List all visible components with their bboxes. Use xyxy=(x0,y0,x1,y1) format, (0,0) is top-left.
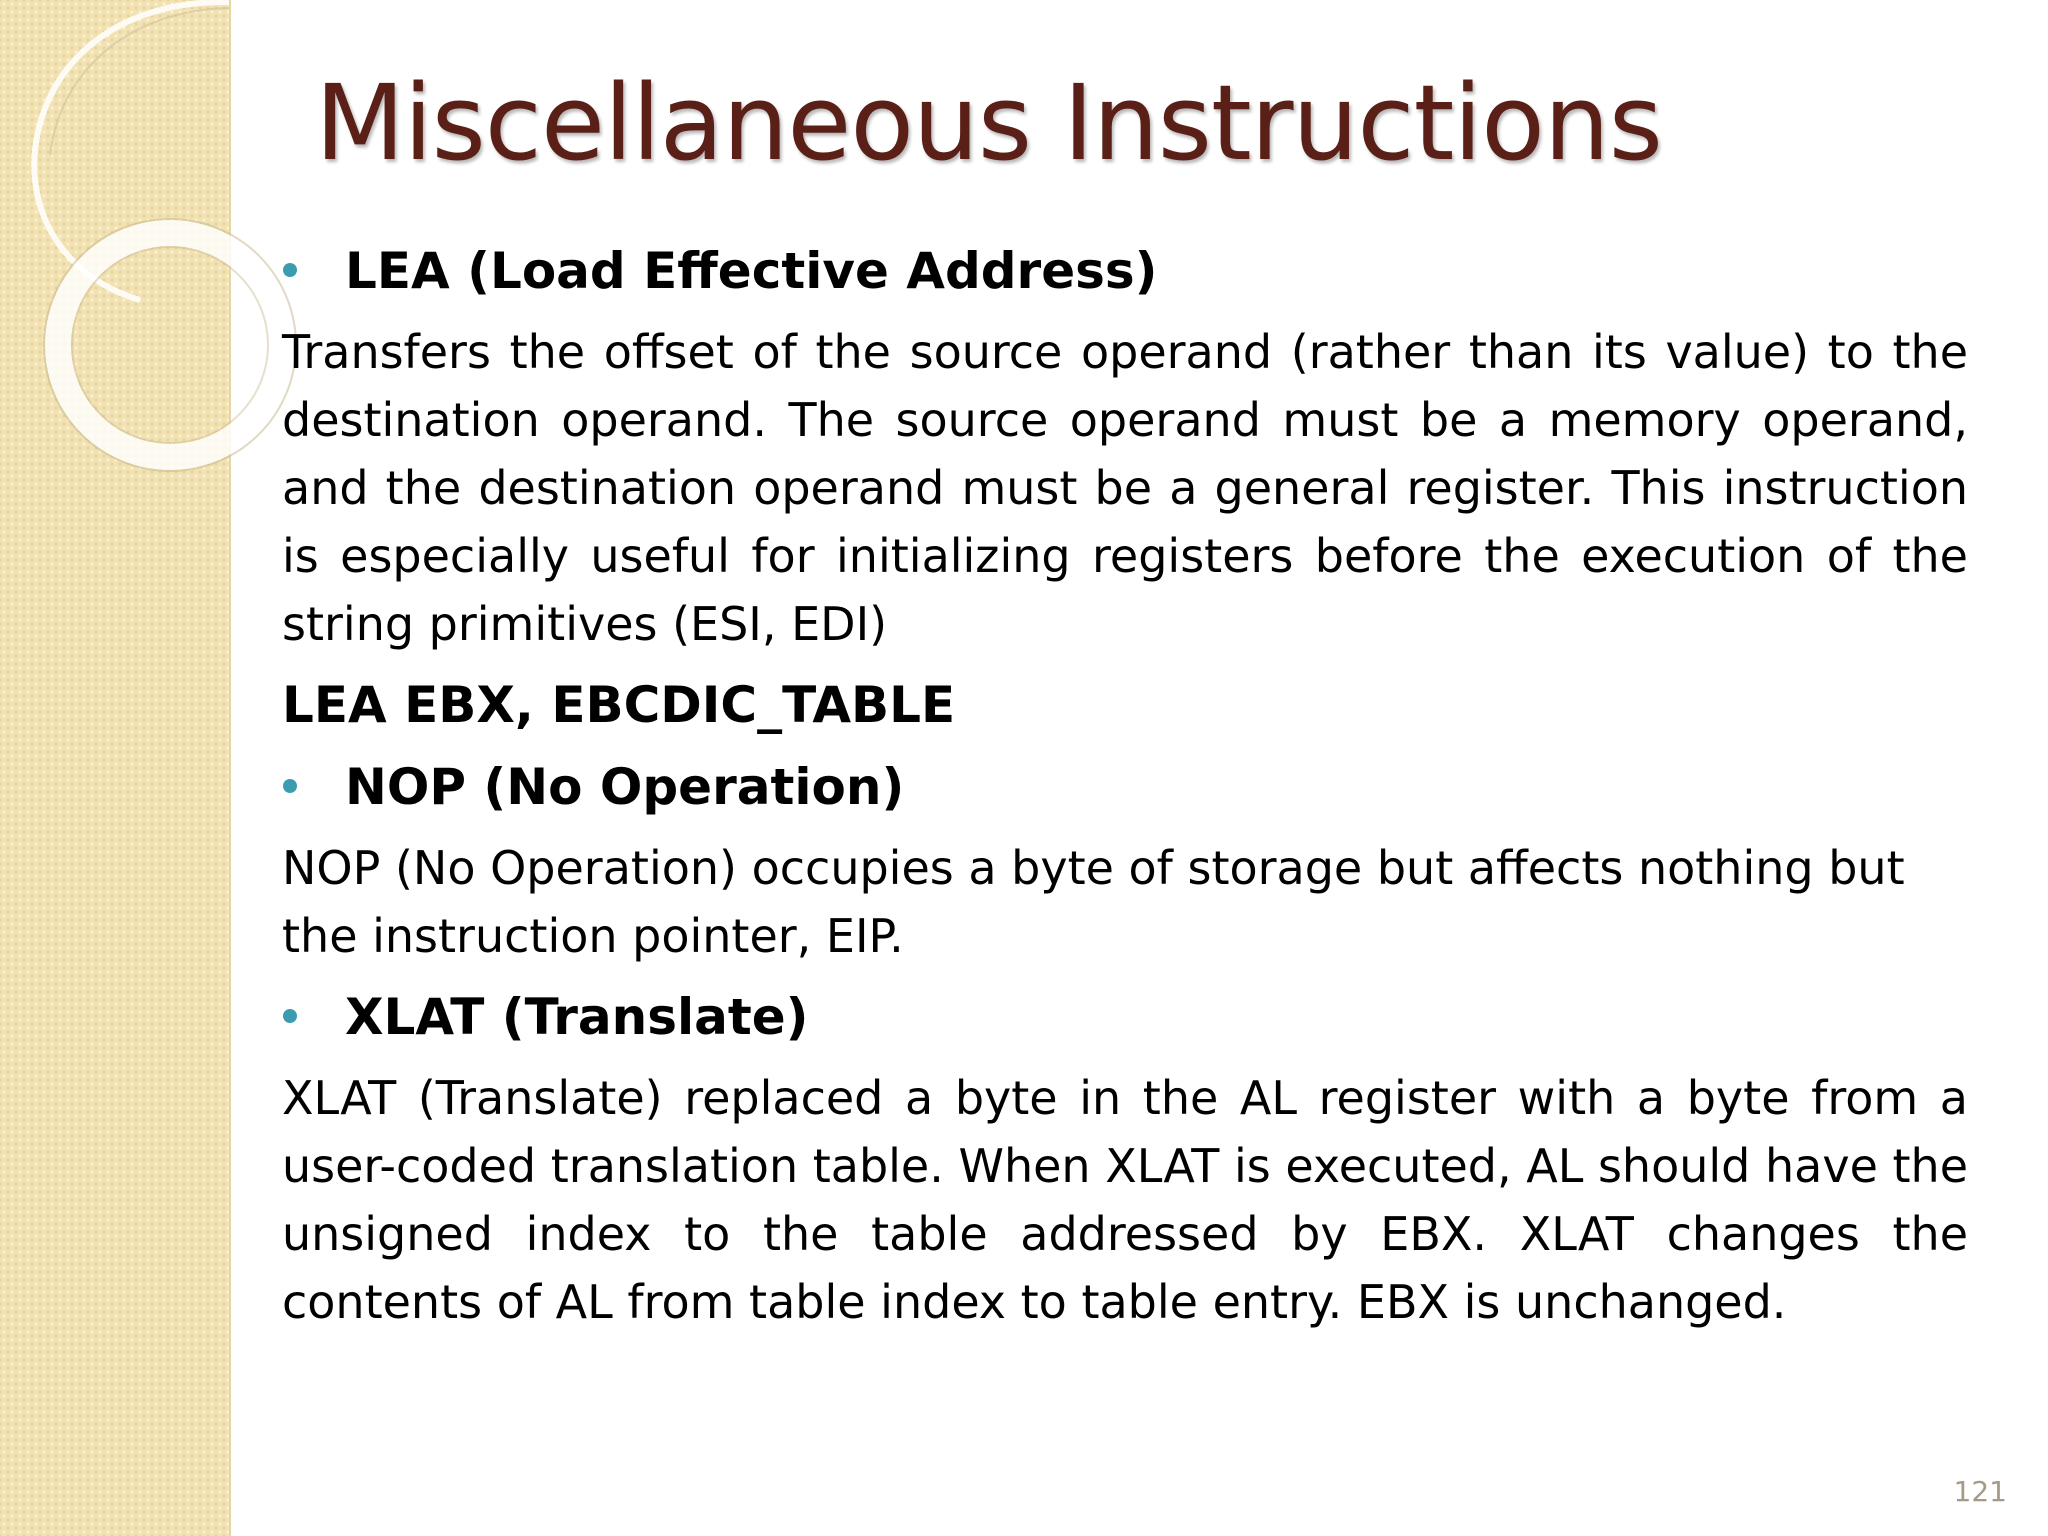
bullet-dot-icon xyxy=(283,1009,297,1023)
xlat-heading-text: XLAT (Translate) xyxy=(345,988,809,1046)
lea-heading-text: LEA (Load Effective Address) xyxy=(345,242,1158,300)
slide-content xyxy=(282,236,1968,1336)
xlat-heading xyxy=(282,982,1968,1052)
slide-title: Miscellaneous Instructions xyxy=(315,62,1662,184)
nop-description: NOP (No Operation) occupies a byte of storage but affects nothing but the instruction pointer, EIP. xyxy=(282,841,1905,963)
nop-heading-text: NOP (No Operation) xyxy=(345,758,905,816)
xlat-description: XLAT (Translate) replaced a byte in the AL register with a byte from a user-coded translation table. When XLAT is executed, AL should have the unsigned index to the table addressed by EBX. XLAT changes the contents of AL from table index to table entry. EBX is unchanged. xyxy=(282,1071,1968,1329)
lea-description: Transfers the offset of the source operand (rather than its value) to the destination operand. The source operand must be a memory operand, and the destination operand must be a general register. This instruction is especially useful for initializing registers before the execution of the string primitives (ESI, EDI) xyxy=(282,325,1968,651)
bullet-dot-icon xyxy=(283,263,297,277)
lea-example-code: LEA EBX, EBCDIC_TABLE xyxy=(282,676,956,734)
bullet-dot-icon xyxy=(283,779,297,793)
lea-heading xyxy=(282,236,1968,306)
nop-heading xyxy=(282,752,1968,822)
page-number: 121 xyxy=(1953,1475,2007,1508)
